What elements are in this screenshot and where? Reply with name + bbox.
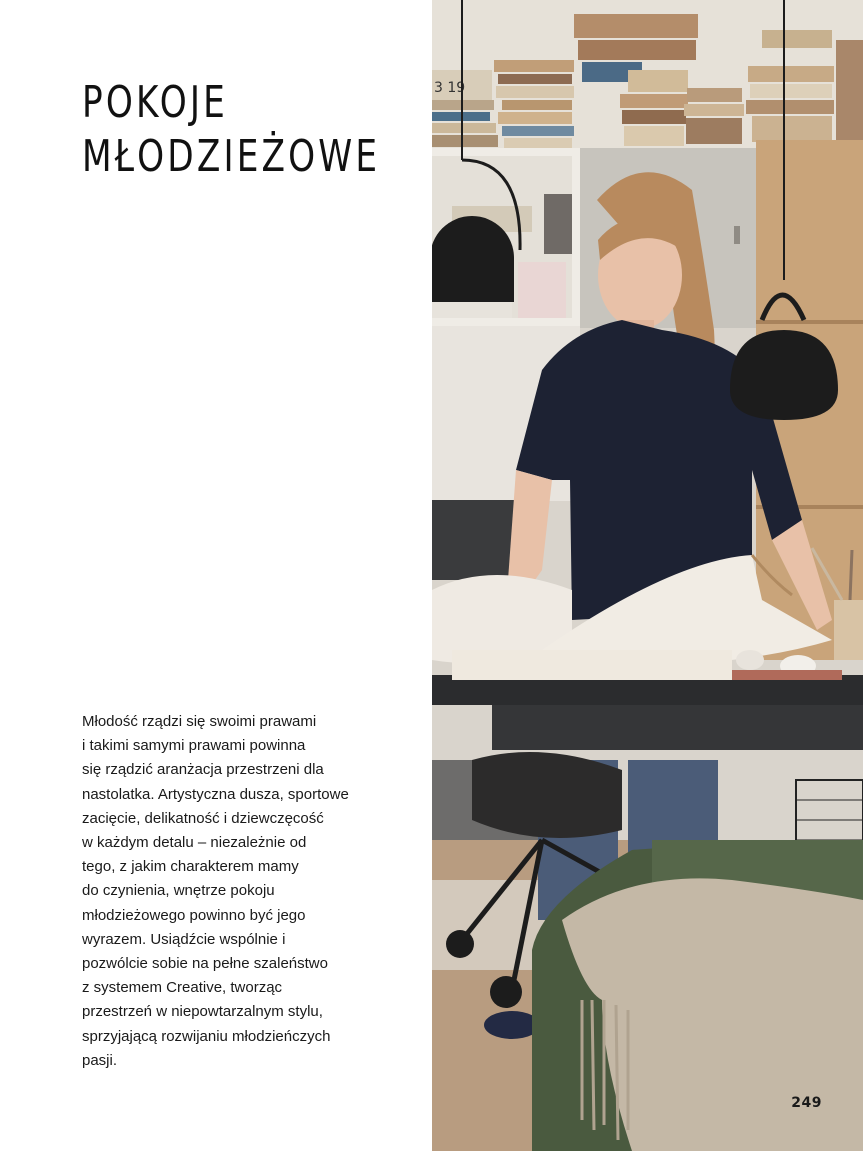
body-line: młodzieżowego powinno być jego [82, 906, 306, 924]
body-line: z systemem Creative, tworząc [82, 979, 283, 997]
page-number: 249 [791, 1095, 822, 1111]
pink-box [518, 262, 566, 318]
pendant-lamp [730, 330, 838, 420]
book-spine-label: 3 19 [434, 80, 466, 96]
room-photo [432, 0, 863, 1151]
body-line: pozwólcie sobie na pełne szaleństwo [82, 955, 328, 973]
body-line: i takimi samymi prawami powinna [82, 737, 306, 755]
body-line: w każdym detalu – niezależnie od [82, 834, 307, 852]
book-stacks [432, 0, 863, 150]
page-title-line-1: POKOJE [82, 77, 228, 128]
body-line: do czynienia, wnętrze pokoju [82, 882, 275, 900]
body-line: się rządzić aranżacja przestrzeni dla [82, 761, 324, 779]
body-line: wyrazem. Usiądźcie wspólnie i [82, 930, 286, 948]
room-photo-illustration [432, 0, 863, 1151]
body-line: sprzyjającą rozwijaniu młodzieńczych [82, 1027, 331, 1045]
slipper [484, 1011, 540, 1039]
shelf [432, 318, 580, 326]
shelf [432, 148, 580, 156]
body-line: zacięcie, delikatność i dziewczęcość [82, 809, 324, 827]
page-title [82, 76, 380, 184]
body-paragraph [82, 710, 382, 1073]
body-line: Młodość rządzi się swoimi prawami [82, 713, 317, 730]
body-line: przestrzeń w niepowtarzalnym stylu, [82, 1003, 323, 1021]
body-line: nastolatka. Artystyczna dusza, sportowe [82, 785, 349, 803]
body-line: pasji. [82, 1051, 118, 1069]
body-line: tego, z jakim charakterem mamy [82, 858, 299, 876]
page-title-line-2: MŁODZIEŻOWE [82, 131, 381, 182]
